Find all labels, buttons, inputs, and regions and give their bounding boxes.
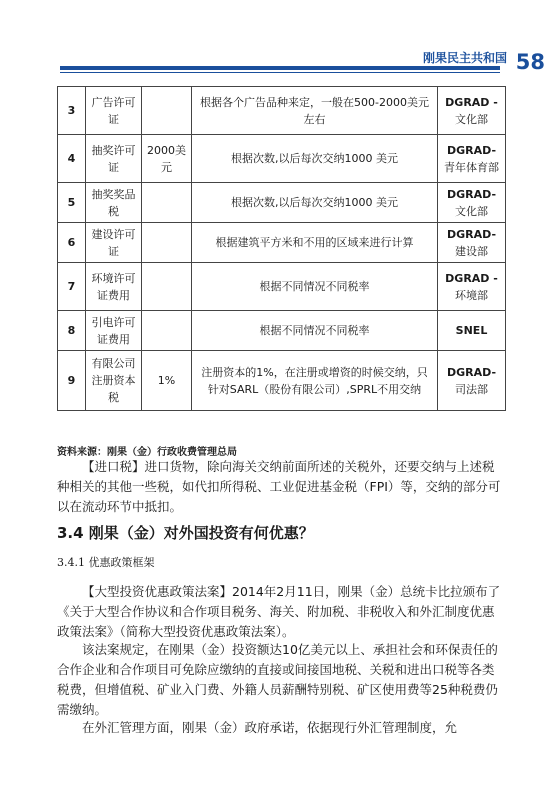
department-code: DGRAD -	[445, 271, 498, 285]
fee-name: 环境许可证费用	[86, 263, 142, 311]
department-code: DGRAD -	[445, 95, 498, 109]
department-code: DGRAD-	[446, 365, 497, 379]
fee-amount: 2000美元	[142, 135, 192, 183]
header-rule-thick	[60, 66, 500, 70]
table-row	[58, 135, 506, 183]
row-number: 9	[58, 351, 86, 411]
row-number: 5	[58, 183, 86, 223]
table-row	[58, 263, 506, 311]
collecting-department	[438, 223, 506, 263]
department-ministry: 青年体育部	[444, 160, 499, 174]
row-number: 6	[58, 223, 86, 263]
fee-name: 有限公司注册资本税	[86, 351, 142, 411]
fee-name: 抽奖奖品税	[86, 183, 142, 223]
table-row	[58, 87, 506, 135]
table-row	[58, 223, 506, 263]
fee-basis: 根据各个广告品种来定，一般在500-2000美元左右	[192, 87, 438, 135]
department-ministry: 文化部	[455, 204, 488, 218]
page-header	[0, 0, 559, 80]
fee-amount	[142, 183, 192, 223]
department-ministry: 环境部	[455, 288, 488, 302]
section-heading: 3.4 刚果（金）对外国投资有何优惠？	[57, 524, 314, 542]
fee-basis: 注册资本的1%，在注册或增资的时候交纳，只针对SARL（股份有限公司）,SPRL不用交纳	[192, 351, 438, 411]
table-source-note: 资料来源：刚果（金）行政收费管理总局	[57, 447, 237, 458]
fee-basis: 根据次数,以后每次交纳1000 美元	[192, 183, 438, 223]
fee-basis: 根据不同情况不同税率	[192, 263, 438, 311]
department-code: DGRAD-	[446, 143, 497, 157]
collecting-department	[438, 135, 506, 183]
header-rule-thin	[60, 72, 500, 73]
subsection-heading: 3.4.1 优惠政策框架	[57, 556, 155, 569]
collecting-department	[438, 311, 506, 351]
department-ministry: 司法部	[455, 382, 488, 396]
row-number: 8	[58, 311, 86, 351]
fee-amount	[142, 263, 192, 311]
paragraph-import-tax: 【进口税】进口货物，除向海关交纳前面所述的关税外，还要交纳与上述税种相关的其他一些税，如代扣所得税、工业促进基金税（FPI）等，交纳的部分可以在流动环节中抵扣。	[57, 459, 501, 514]
page-number: 58	[515, 50, 545, 74]
collecting-department	[438, 351, 506, 411]
running-header-country: 刚果民主共和国	[422, 51, 507, 65]
paragraph-forex: 在外汇管理方面，刚果（金）政府承诺，依据现行外汇管理制度，允	[82, 720, 458, 735]
fee-name: 建设许可证	[86, 223, 142, 263]
department-code: SNEL	[455, 324, 488, 337]
fee-amount	[142, 223, 192, 263]
table-row	[58, 351, 506, 411]
fee-name: 广告许可证	[86, 87, 142, 135]
fee-amount	[142, 311, 192, 351]
row-number: 3	[58, 87, 86, 135]
paragraph-investment-act: 【大型投资优惠政策法案】2014年2月11日，刚果（金）总统卡比拉颁布了《关于大型合作协议和合作项目税务、海关、附加税、非税收入和外汇制度优惠政策法案》（简称大型投资优惠政策法案）。	[57, 584, 501, 639]
row-number: 7	[58, 263, 86, 311]
fee-amount: 1%	[142, 351, 192, 411]
fee-name: 抽奖许可证	[86, 135, 142, 183]
collecting-department	[438, 263, 506, 311]
fee-basis: 根据建筑平方米和不用的区域来进行计算	[192, 223, 438, 263]
department-ministry: 建设部	[455, 244, 488, 258]
fee-amount	[142, 87, 192, 135]
paragraph-act-provisions: 该法案规定，在刚果（金）投资额达10亿美元以上、承担社会和环保责任的合作企业和合作项目可免除应缴纳的直接或间接国地税、关税和进出口税等各类税费，但增值税、矿业入门费、外籍人员薪酬特别税、矿区使用费等25种税费仍需缴纳。	[57, 642, 498, 717]
department-code: DGRAD-	[446, 187, 497, 201]
department-ministry: 文化部	[455, 112, 488, 126]
table-row	[58, 311, 506, 351]
department-code: DGRAD-	[446, 227, 497, 241]
collecting-department	[438, 183, 506, 223]
tax-fee-table	[57, 86, 506, 411]
fee-basis: 根据次数,以后每次交纳1000 美元	[192, 135, 438, 183]
table-row	[58, 183, 506, 223]
row-number: 4	[58, 135, 86, 183]
fee-name: 引电许可证费用	[86, 311, 142, 351]
collecting-department	[438, 87, 506, 135]
fee-basis: 根据不同情况不同税率	[192, 311, 438, 351]
